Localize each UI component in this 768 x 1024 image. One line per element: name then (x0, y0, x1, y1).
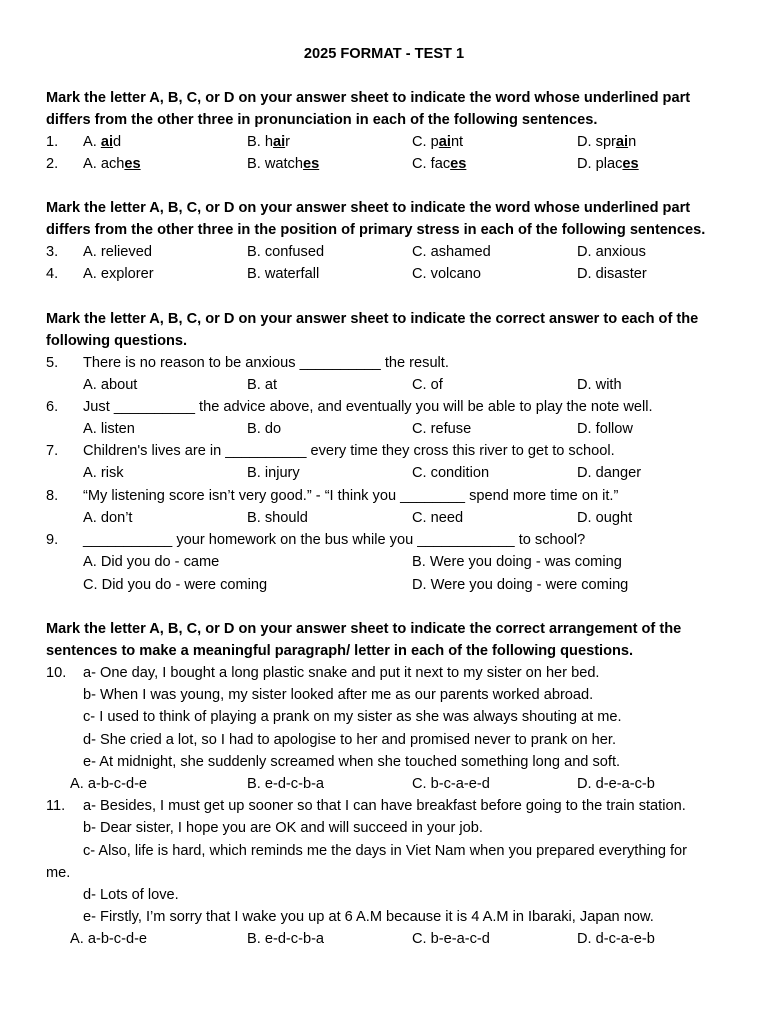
option-d: D. places (577, 156, 639, 172)
option-a: A. Did you do - came (83, 554, 220, 570)
option-a: A. don’t (83, 510, 133, 526)
question-10-item-e: e- At midnight, she suddenly screamed when she touched something long and soft. (83, 754, 621, 770)
option-d: D. ought (577, 510, 633, 526)
option-d: D. disaster (577, 266, 647, 282)
section-4-instruction-line-1: Mark the letter A, B, C, or D on your answer sheet to indicate the correct arrangement of the (46, 621, 682, 637)
option-d: D. d-c-a-e-b (577, 931, 655, 947)
section-1-instruction-line-1: Mark the letter A, B, C, or D on your answer sheet to indicate the word whose underlined part (46, 90, 691, 106)
underlined-part: ai (438, 134, 451, 150)
option-b: B. confused (247, 244, 325, 260)
question-10-item-b: b- When I was young, my sister looked after me as our parents worked abroad. (83, 687, 594, 703)
option-c: C. ashamed (412, 244, 491, 260)
option-b: B. e-d-c-b-a (247, 776, 325, 792)
question-number: 4. (46, 266, 59, 282)
option-a: A. relieved (83, 244, 152, 260)
option-a: A. aid (83, 134, 122, 150)
question-10-item-d: d- She cried a lot, so I had to apologise to her and promised never to prank on her. (83, 732, 616, 748)
option-c: C. Did you do - were coming (83, 577, 268, 593)
question-11-item-d: d- Lots of love. (83, 887, 179, 903)
option-a: A. listen (83, 421, 135, 437)
question-text: There is no reason to be anxious __________ the result. (83, 355, 449, 371)
question-number: 5. (46, 355, 59, 371)
question-number: 2. (46, 156, 59, 172)
option-d: D. Were you doing - were coming (412, 577, 629, 593)
option-c: C. refuse (412, 421, 472, 437)
option-d: D. follow (577, 421, 633, 437)
option-c: C. paint (412, 134, 464, 150)
question-text: Just __________ the advice above, and eventually you will be able to play the note well. (83, 399, 653, 415)
option-c: C. volcano (412, 266, 481, 282)
question-number: 3. (46, 244, 59, 260)
option-b: B. watches (247, 156, 320, 172)
question-11-item-b: b- Dear sister, I hope you are OK and will succeed in your job. (83, 820, 483, 836)
option-b: B. should (247, 510, 308, 526)
question-11-item-c: c- Also, life is hard, which reminds me the days in Viet Nam when you prepared everything for (83, 843, 688, 859)
section-2-instruction-line-2: differs from the other three in the position of primary stress in each of the following sentences. (46, 222, 706, 238)
option-a: A. a-b-c-d-e (70, 776, 148, 792)
question-number: 1. (46, 134, 59, 150)
section-3-instruction-line-2: following questions. (46, 333, 188, 349)
question-10-item-c: c- I used to think of playing a prank on my sister as she was always shouting at me. (83, 709, 622, 725)
underlined-part: es (450, 156, 467, 172)
option-c: C. b-c-a-e-d (412, 776, 490, 792)
underlined-part: es (622, 156, 639, 172)
option-b: B. hair (247, 134, 291, 150)
option-a: A. explorer (83, 266, 154, 282)
option-c: C. faces (412, 156, 467, 172)
page-title: 2025 FORMAT - TEST 1 (303, 46, 465, 62)
question-text: Children's lives are in __________ every time they cross this river to get to school. (83, 443, 615, 459)
underlined-part: ai (615, 134, 629, 150)
question-number: 7. (46, 443, 59, 459)
option-d: D. danger (577, 465, 642, 481)
underlined-part: es (302, 156, 320, 172)
option-d: D. anxious (577, 244, 646, 260)
question-number: 9. (46, 532, 59, 548)
underlined-part: ai (272, 134, 286, 150)
option-a: A. risk (83, 465, 124, 481)
option-b: B. at (247, 377, 278, 393)
option-b: B. e-d-c-b-a (247, 931, 325, 947)
option-b: B. do (247, 421, 282, 437)
question-text: ___________ your homework on the bus while you ____________ to school? (83, 532, 586, 548)
option-b: B. injury (247, 465, 300, 481)
option-a: A. aches (83, 156, 141, 172)
option-b: B. Were you doing - was coming (412, 554, 622, 570)
option-d: D. sprain (577, 134, 637, 150)
option-c: C. condition (412, 465, 490, 481)
section-1-instruction-line-2: differs from the other three in pronunciation in each of the following sentences. (46, 112, 598, 128)
underlined-part: es (124, 156, 141, 172)
question-number: 11. (46, 798, 66, 814)
question-text: “My listening score isn’t very good.” - “I think you ________ spend more time on it.” (83, 488, 619, 504)
option-d: D. d-e-a-c-b (577, 776, 655, 792)
section-4-instruction-line-2: sentences to make a meaningful paragraph/ letter in each of the following questions. (46, 643, 634, 659)
option-d: D. with (577, 377, 622, 393)
underlined-part: ai (100, 134, 114, 150)
question-number: 6. (46, 399, 59, 415)
question-11-item-e: e- Firstly, I’m sorry that I wake you up at 6 A.M because it is 4 A.M in Ibaraki, Japan now. (83, 909, 654, 925)
option-b: B. waterfall (247, 266, 320, 282)
question-11-item-c-continued: me. (46, 865, 71, 881)
option-a: A. a-b-c-d-e (70, 931, 148, 947)
section-3-instruction-line-1: Mark the letter A, B, C, or D on your answer sheet to indicate the correct answer to each of the (46, 311, 699, 327)
sentence-item: a- One day, I bought a long plastic snake and put it next to my sister on her bed. (83, 665, 600, 681)
question-number: 10. (46, 665, 67, 681)
question-number: 8. (46, 488, 59, 504)
option-c: C. need (412, 510, 464, 526)
option-c: C. of (412, 377, 443, 393)
option-a: A. about (83, 377, 138, 393)
option-c: C. b-e-a-c-d (412, 931, 490, 947)
section-2-instruction-line-1: Mark the letter A, B, C, or D on your answer sheet to indicate the word whose underlined part (46, 200, 691, 216)
sentence-item: a- Besides, I must get up sooner so that I can have breakfast before going to the train station. (83, 798, 686, 814)
